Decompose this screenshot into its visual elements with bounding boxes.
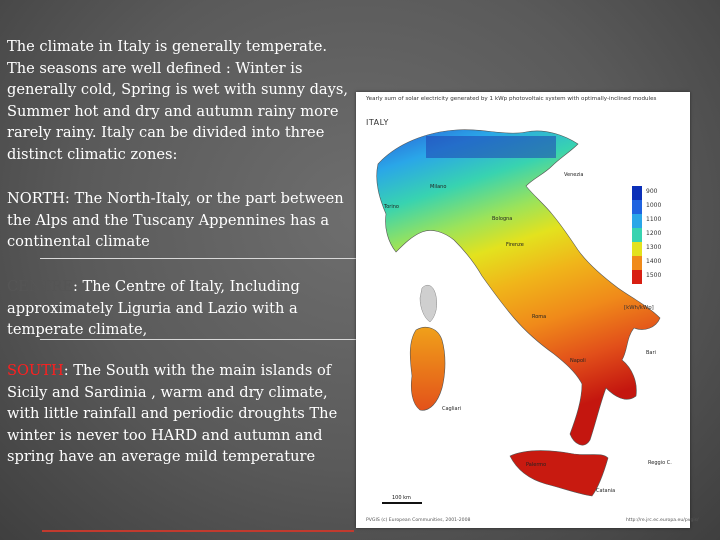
scale-label: 100 km	[392, 495, 411, 501]
city-label: Cagliari	[442, 406, 462, 412]
south-keyword: SOUTH	[7, 362, 64, 379]
map-legend	[632, 186, 662, 284]
centre-text: : The Centre of Italy, Including approximately Liguria and Lazio with a temperate climate,	[7, 278, 300, 339]
legend-label: 1200	[646, 230, 662, 237]
legend-swatch	[632, 214, 642, 228]
legend-label: 1000	[646, 202, 662, 209]
legend-label: 1100	[646, 216, 662, 223]
legend-label: 1300	[646, 244, 662, 251]
sicily-shape	[510, 451, 608, 497]
map-subheader: ITALY	[366, 118, 389, 127]
centre-keyword: CENTRE	[7, 278, 73, 295]
city-label: Venezia	[564, 172, 584, 178]
mountain-band	[426, 136, 556, 158]
corsica-shape	[420, 285, 437, 322]
legend-swatch	[632, 256, 642, 270]
legend-label: 1500	[646, 272, 662, 279]
city-label: Torino	[384, 204, 399, 210]
legend-label: 900	[646, 188, 658, 195]
city-label: Reggio C.	[648, 460, 672, 466]
city-label: Milano	[430, 184, 447, 190]
legend-label: 1400	[646, 258, 662, 265]
city-label: Roma	[532, 314, 547, 320]
south-paragraph	[7, 360, 353, 468]
north-paragraph: NORTH: The North-Italy, or the part between the Alps and the Tuscany Appennines has a continental climate	[7, 190, 344, 251]
city-label: Firenze	[506, 242, 524, 248]
legend-swatch	[632, 242, 642, 256]
legend-swatch	[632, 228, 642, 242]
legend-swatch	[632, 186, 642, 200]
city-label: Catania	[596, 488, 616, 494]
legend-swatch	[632, 270, 642, 284]
legend-unit: [kWh/kWp]	[624, 305, 654, 311]
legend-swatch	[632, 200, 642, 214]
city-label: Bari	[646, 350, 656, 356]
south-text: : The South with the main islands of Sicily and Sardinia , warm and dry climate, with little rainfall and periodic droughts The winter is never too HARD and autumn and spring have an average mild temperature	[7, 362, 338, 466]
sardinia-shape	[410, 327, 445, 410]
map-header: Yearly sum of solar electricity generated by 1 kWp photovoltaic system with optimally-inclined modules	[366, 96, 657, 102]
italy-solar-map	[356, 92, 699, 528]
city-label: Bologna	[492, 216, 513, 222]
city-label: Palermo	[526, 462, 547, 468]
map-footer-right: http://re.jrc.ec.europa.eu/pvgis/	[626, 518, 699, 523]
map-footer-left: PVGIS (c) European Communities, 2001-2008	[366, 518, 471, 523]
intro-paragraph: The climate in Italy is generally temperate. The seasons are well defined : Winter is generally cold, Spring is wet with sunny days, Summer hot and dry and autumn rainy more rarely rainy. Italy can be divided into three distinct climatic zones:	[7, 38, 348, 163]
scale-bar	[382, 502, 422, 504]
divider-line-bottom	[42, 530, 354, 532]
centre-paragraph	[7, 276, 353, 341]
city-label: Napoli	[570, 358, 586, 364]
